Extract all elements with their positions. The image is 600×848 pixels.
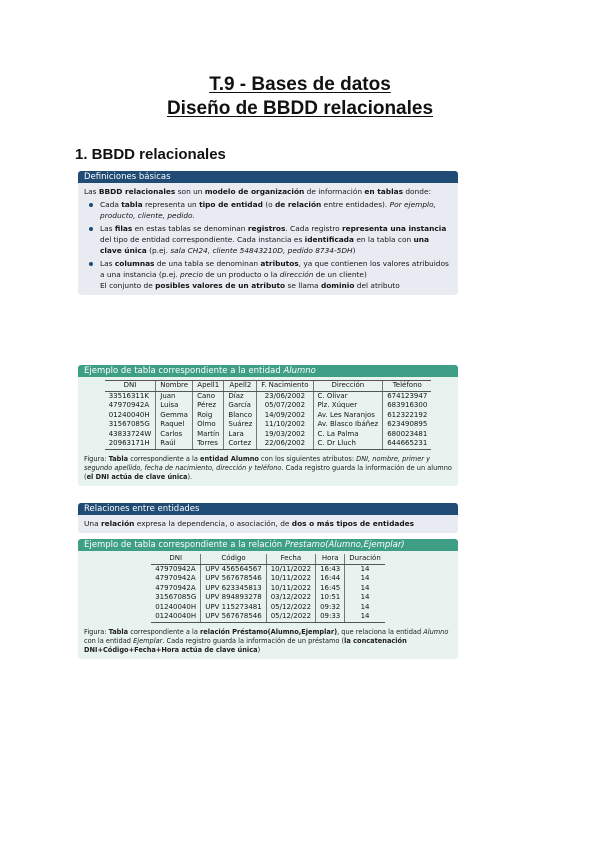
table-cell: 14	[345, 612, 385, 622]
table-cell: García	[224, 401, 257, 411]
table-cell: 10/11/2022	[266, 564, 315, 574]
column-header: Duración	[345, 554, 385, 564]
table-cell: 14	[345, 584, 385, 594]
table-cell: 11/10/2002	[257, 420, 313, 430]
column-header: Fecha	[266, 554, 315, 564]
prestamo-table-body	[151, 564, 385, 622]
table-cell: Martín	[193, 430, 224, 440]
table-cell: C. La Palma	[313, 430, 383, 440]
table-cell: 16:44	[316, 574, 345, 584]
table-cell: 47970942A	[155, 574, 196, 582]
table-cell: Torres	[193, 439, 224, 449]
column-header: Nombre	[156, 381, 193, 392]
table-cell: 16:43	[316, 564, 345, 574]
table-cell: Suárez	[224, 420, 257, 430]
table-row	[151, 584, 385, 594]
definitions-list	[84, 199, 452, 280]
table-cell: Juan	[156, 391, 193, 401]
table-cell: 623490895	[383, 420, 432, 430]
table-row	[105, 401, 432, 411]
table-cell: 01240040H	[151, 612, 201, 622]
table-cell: 20963171H	[105, 439, 156, 449]
table-cell: 09:33	[316, 612, 345, 622]
table-cell: 01240040H	[108, 410, 150, 419]
table-cell: Pérez	[193, 401, 224, 411]
table-row	[151, 564, 385, 574]
definitions-block-title: Definiciones básicas	[78, 171, 458, 183]
table-row	[151, 603, 385, 613]
table-cell: 01240040H	[155, 602, 197, 611]
table-cell: 33516311K	[108, 391, 149, 400]
table-cell: 14/09/2002	[257, 411, 313, 421]
document-title: T.9 - Bases de datos	[209, 74, 391, 95]
table-cell: 644665231	[383, 439, 432, 449]
table-cell: Raúl	[156, 439, 193, 449]
table-cell: 23/06/2002	[257, 391, 313, 401]
table-cell: C. Olivar	[313, 391, 383, 401]
table-cell: 680023481	[383, 430, 432, 440]
column-header: Teléfono	[383, 381, 432, 392]
column-header: Código	[201, 554, 266, 564]
table-row	[151, 574, 385, 584]
table-cell: 22/06/2002	[257, 439, 313, 449]
alumno-table-caption: Figura: Tabla correspondiente a la entidad Alumno con los siguientes atributos: DNI, nombre, primer y segundo apellido, fecha de nacimiento, dirección y teléfono. Cada registro guarda la información de un alumno (el DNI actúa de clave única).	[84, 454, 452, 481]
column-header: Apell1	[193, 381, 224, 392]
table-cell: Olmo	[193, 420, 224, 430]
relations-block-body	[78, 515, 458, 533]
column-header: Dirección	[313, 381, 383, 392]
table-row	[105, 430, 432, 440]
table-cell: Plz. Xúquer	[313, 401, 383, 411]
table-cell: UPV 567678546	[201, 574, 266, 584]
table-cell: Cortez	[224, 439, 257, 449]
table-cell: 05/07/2002	[257, 401, 313, 411]
table-cell: 19/03/2002	[257, 430, 313, 440]
table-cell: Cano	[193, 391, 224, 401]
table-cell: 47970942A	[108, 401, 150, 409]
prestamo-table-caption: Figura: Tabla correspondiente a la relación Préstamo(Alumno,Ejemplar), que relaciona la entidad Alumno con la entidad Ejemplar. Cada registro guarda la información de un préstamo (la concatenación DNI+Código+Fecha+Hora actúa de clave única)	[84, 627, 449, 654]
table-row	[151, 612, 385, 622]
table-cell: 14	[345, 564, 385, 574]
list-item: Las columnas de una tabla se denominan atributos, ya que contienen los valores atribuidos a una instancia (p.ej. precio de un producto o la dirección de un cliente)	[84, 258, 452, 280]
table-cell: Lara	[224, 430, 257, 440]
table-cell: UPV 623345813	[201, 584, 266, 594]
table-cell: Roig	[193, 411, 224, 421]
example-alumno-body	[78, 377, 458, 486]
table-cell: UPV 894893278	[201, 593, 266, 603]
table-cell: Luisa	[156, 401, 193, 411]
table-cell: 43833724W	[108, 429, 152, 438]
table-cell: 10/11/2022	[266, 584, 315, 594]
table-cell: 14	[345, 603, 385, 613]
table-cell: UPV 567678546	[201, 612, 266, 622]
table-row	[105, 411, 432, 421]
table-row	[105, 420, 432, 430]
table-cell: 31567085G	[155, 593, 197, 601]
table-cell: Díaz	[224, 391, 257, 401]
table-row	[105, 391, 432, 401]
table-cell: 47970942A	[155, 583, 196, 592]
example-prestamo-title: Ejemplo de tabla correspondiente a la relación Prestamo(Alumno,Ejemplar)	[78, 539, 458, 551]
table-cell: Blanco	[224, 411, 257, 421]
table-cell: Gemma	[156, 411, 193, 421]
table-cell: 05/12/2022	[266, 612, 315, 622]
table-cell: C. Dr Lluch	[313, 439, 383, 449]
table-cell: UPV 456564567	[201, 564, 266, 574]
table-cell: 674123947	[383, 391, 432, 401]
alumno-table	[105, 380, 432, 450]
relations-text: Una relación expresa la dependencia, o asociación, de dos o más tipos de entidades	[84, 519, 415, 528]
column-header: DNI	[105, 381, 156, 392]
column-header: Hora	[316, 554, 345, 564]
alumno-table-body	[105, 391, 432, 449]
relations-block	[78, 503, 458, 533]
table-cell: 612322192	[383, 411, 432, 421]
table-cell: 31567085G	[108, 420, 150, 428]
table-cell: 16:45	[316, 584, 345, 594]
table-cell: Raquel	[156, 420, 193, 430]
table-cell: 10:51	[316, 593, 345, 603]
list-item: Cada tabla representa un tipo de entidad (o de relación entre entidades). Por ejemplo, producto, cliente, pedido.	[84, 199, 452, 221]
example-prestamo-body	[78, 551, 458, 659]
definitions-block	[78, 171, 458, 295]
table-cell: 03/12/2022	[266, 593, 315, 603]
table-cell: 683916300	[383, 401, 432, 411]
table-row	[151, 593, 385, 603]
definitions-block-body	[78, 183, 458, 295]
example-alumno-title: Ejemplo de tabla correspondiente a la entidad Alumno	[78, 365, 458, 377]
table-cell: Carlos	[156, 430, 193, 440]
table-cell: 10/11/2022	[266, 574, 315, 584]
table-cell: UPV 115273481	[201, 603, 266, 613]
table-cell: 47970942A	[155, 564, 196, 573]
definitions-closing: El conjunto de posibles valores de un atributo se llama dominio del atributo	[100, 281, 400, 290]
table-cell: 09:32	[316, 603, 345, 613]
document-subtitle: Diseño de BBDD relacionales	[166, 98, 434, 119]
table-cell: 14	[345, 574, 385, 584]
prestamo-table	[151, 554, 385, 623]
definitions-intro: Las BBDD relacionales son un modelo de organización de información en tablas donde:	[84, 187, 431, 196]
relations-block-title: Relaciones entre entidades	[78, 503, 458, 515]
column-header: F. Nacimiento	[257, 381, 313, 392]
column-header: Apell2	[224, 381, 257, 392]
table-cell: Av. Les Naranjos	[313, 411, 383, 421]
table-cell: 05/12/2022	[266, 603, 315, 613]
table-cell: Av. Blasco Ibáñez	[313, 420, 383, 430]
table-cell: 14	[345, 593, 385, 603]
table-row	[105, 439, 432, 449]
example-alumno-block	[78, 365, 458, 486]
list-item: Las filas en estas tablas se denominan registros. Cada registro representa una instancia del tipo de entidad correspondiente. Cada instancia es identificada en la tabla con una clave única (p.ej. sala CH24, cliente 54843210D, pedido 8734-5DH)	[84, 223, 452, 256]
column-header: DNI	[151, 554, 201, 564]
example-prestamo-block	[78, 539, 458, 659]
section-heading: 1. BBDD relacionales	[75, 146, 226, 163]
